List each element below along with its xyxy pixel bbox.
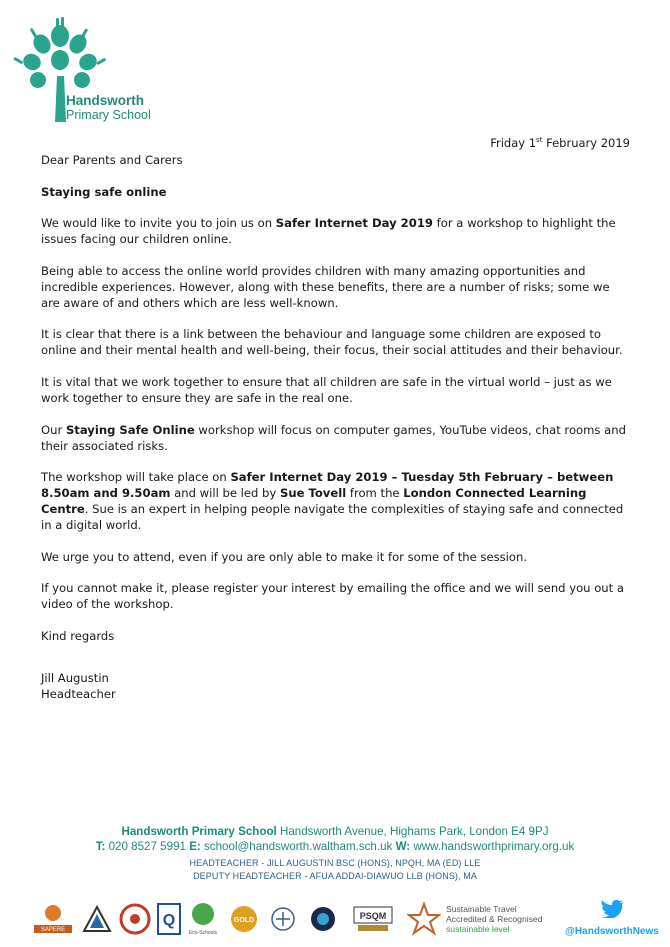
signature-title: Headteacher (41, 686, 116, 701)
paragraph-6: The workshop will take place on Safer Internet Day 2019 – Tuesday 5th February – between 8.50am and 9.50am and will be led by Sue Tovell from the London Connected Learning Centre. Sue is an expert in helping people navigate the complexities of staying safe and connected in a digital world. (41, 470, 624, 533)
letter-date: Friday 1st February 2019 (490, 136, 630, 150)
sapere-badge (30, 900, 76, 938)
paragraph-8: If you cannot make it, please register your interest by emailing the office and we will send you out a video of the workshop. (41, 581, 624, 612)
school-name-line2: Primary School (66, 108, 151, 122)
footer-deputy: DEPUTY HEADTEACHER - AFUA ADDAI-DIAWUO LLB (HONS), MA (193, 871, 477, 881)
svg-text:Q: Q (162, 912, 176, 929)
svg-text:Eco-Schools: Eco-Schools (188, 930, 218, 936)
twitter-handle-text[interactable]: @HandsworthNews (565, 926, 659, 937)
school-name (66, 94, 151, 122)
accreditation-badges (22, 900, 662, 940)
mark-badge (80, 900, 114, 938)
svg-text:PSQM: PSQM (359, 911, 387, 921)
international-school-badge (268, 900, 298, 938)
paragraph-7: We urge you to attend, even if you are only able to make it for some of the session. (41, 549, 528, 564)
paragraph-3: It is clear that there is a link between the behaviour and language some children are exposed to online and their mental health and well-being, their focus, their social attitudes and their behaviour. (41, 327, 623, 358)
quality-mark-badge (156, 900, 182, 938)
gold-badge (228, 900, 260, 938)
letter-heading: Staying safe online (41, 184, 167, 199)
svg-text:GOLD: GOLD (233, 917, 255, 924)
psqm-badge (352, 900, 394, 938)
eco-schools-badge (188, 900, 218, 938)
signature-block (41, 670, 631, 702)
footer-headteacher: HEADTEACHER - JILL AUGUSTIN BSC (HONS), NPQH, MA (ED) LLE (189, 858, 481, 868)
sustainable-travel-text: Sustainable Travel Accredited & Recognised sustainable level (446, 904, 543, 934)
footer-contact: T: 020 8527 5991 E: school@handsworth.waltham.sch.uk W: www.handsworthprimary.org.uk (95, 840, 575, 853)
paragraph-5: Our Staying Safe Online workshop will focus on computer games, YouTube videos, chat rooms and their associated risks. (41, 422, 626, 453)
sustainable-travel-star-icon (406, 900, 442, 938)
greeting: Dear Parents and Carers (41, 153, 183, 167)
paragraph-4: It is vital that we work together to ensure that all children are safe in the virtual world – just as we work together to ensure they are safe in the real one. (41, 374, 612, 405)
svg-text:SAPERE: SAPERE (40, 927, 66, 933)
paragraph-2: Being able to access the online world provides children with many amazing opportunities and incredible experiences. However, along with these benefits, there are a number of risks; some we are aware of and others which are less well-known. (41, 263, 610, 310)
signature-name: Jill Augustin (41, 670, 109, 685)
school-name-line1: Handsworth (66, 93, 145, 108)
arts-council-badge (118, 900, 152, 938)
space-education-badge (308, 900, 338, 938)
letter-body (41, 152, 631, 702)
paragraph-1: We would like to invite you to join us on Safer Internet Day 2019 for a workshop to highlight the issues facing our children online. (41, 216, 616, 247)
twitter-handle[interactable] (562, 900, 662, 937)
letter-footer (0, 824, 670, 883)
twitter-icon (600, 900, 624, 918)
footer-address: Handsworth Primary School Handsworth Avenue, Highams Park, London E4 9PJ (121, 825, 549, 838)
closing: Kind regards (41, 628, 115, 643)
